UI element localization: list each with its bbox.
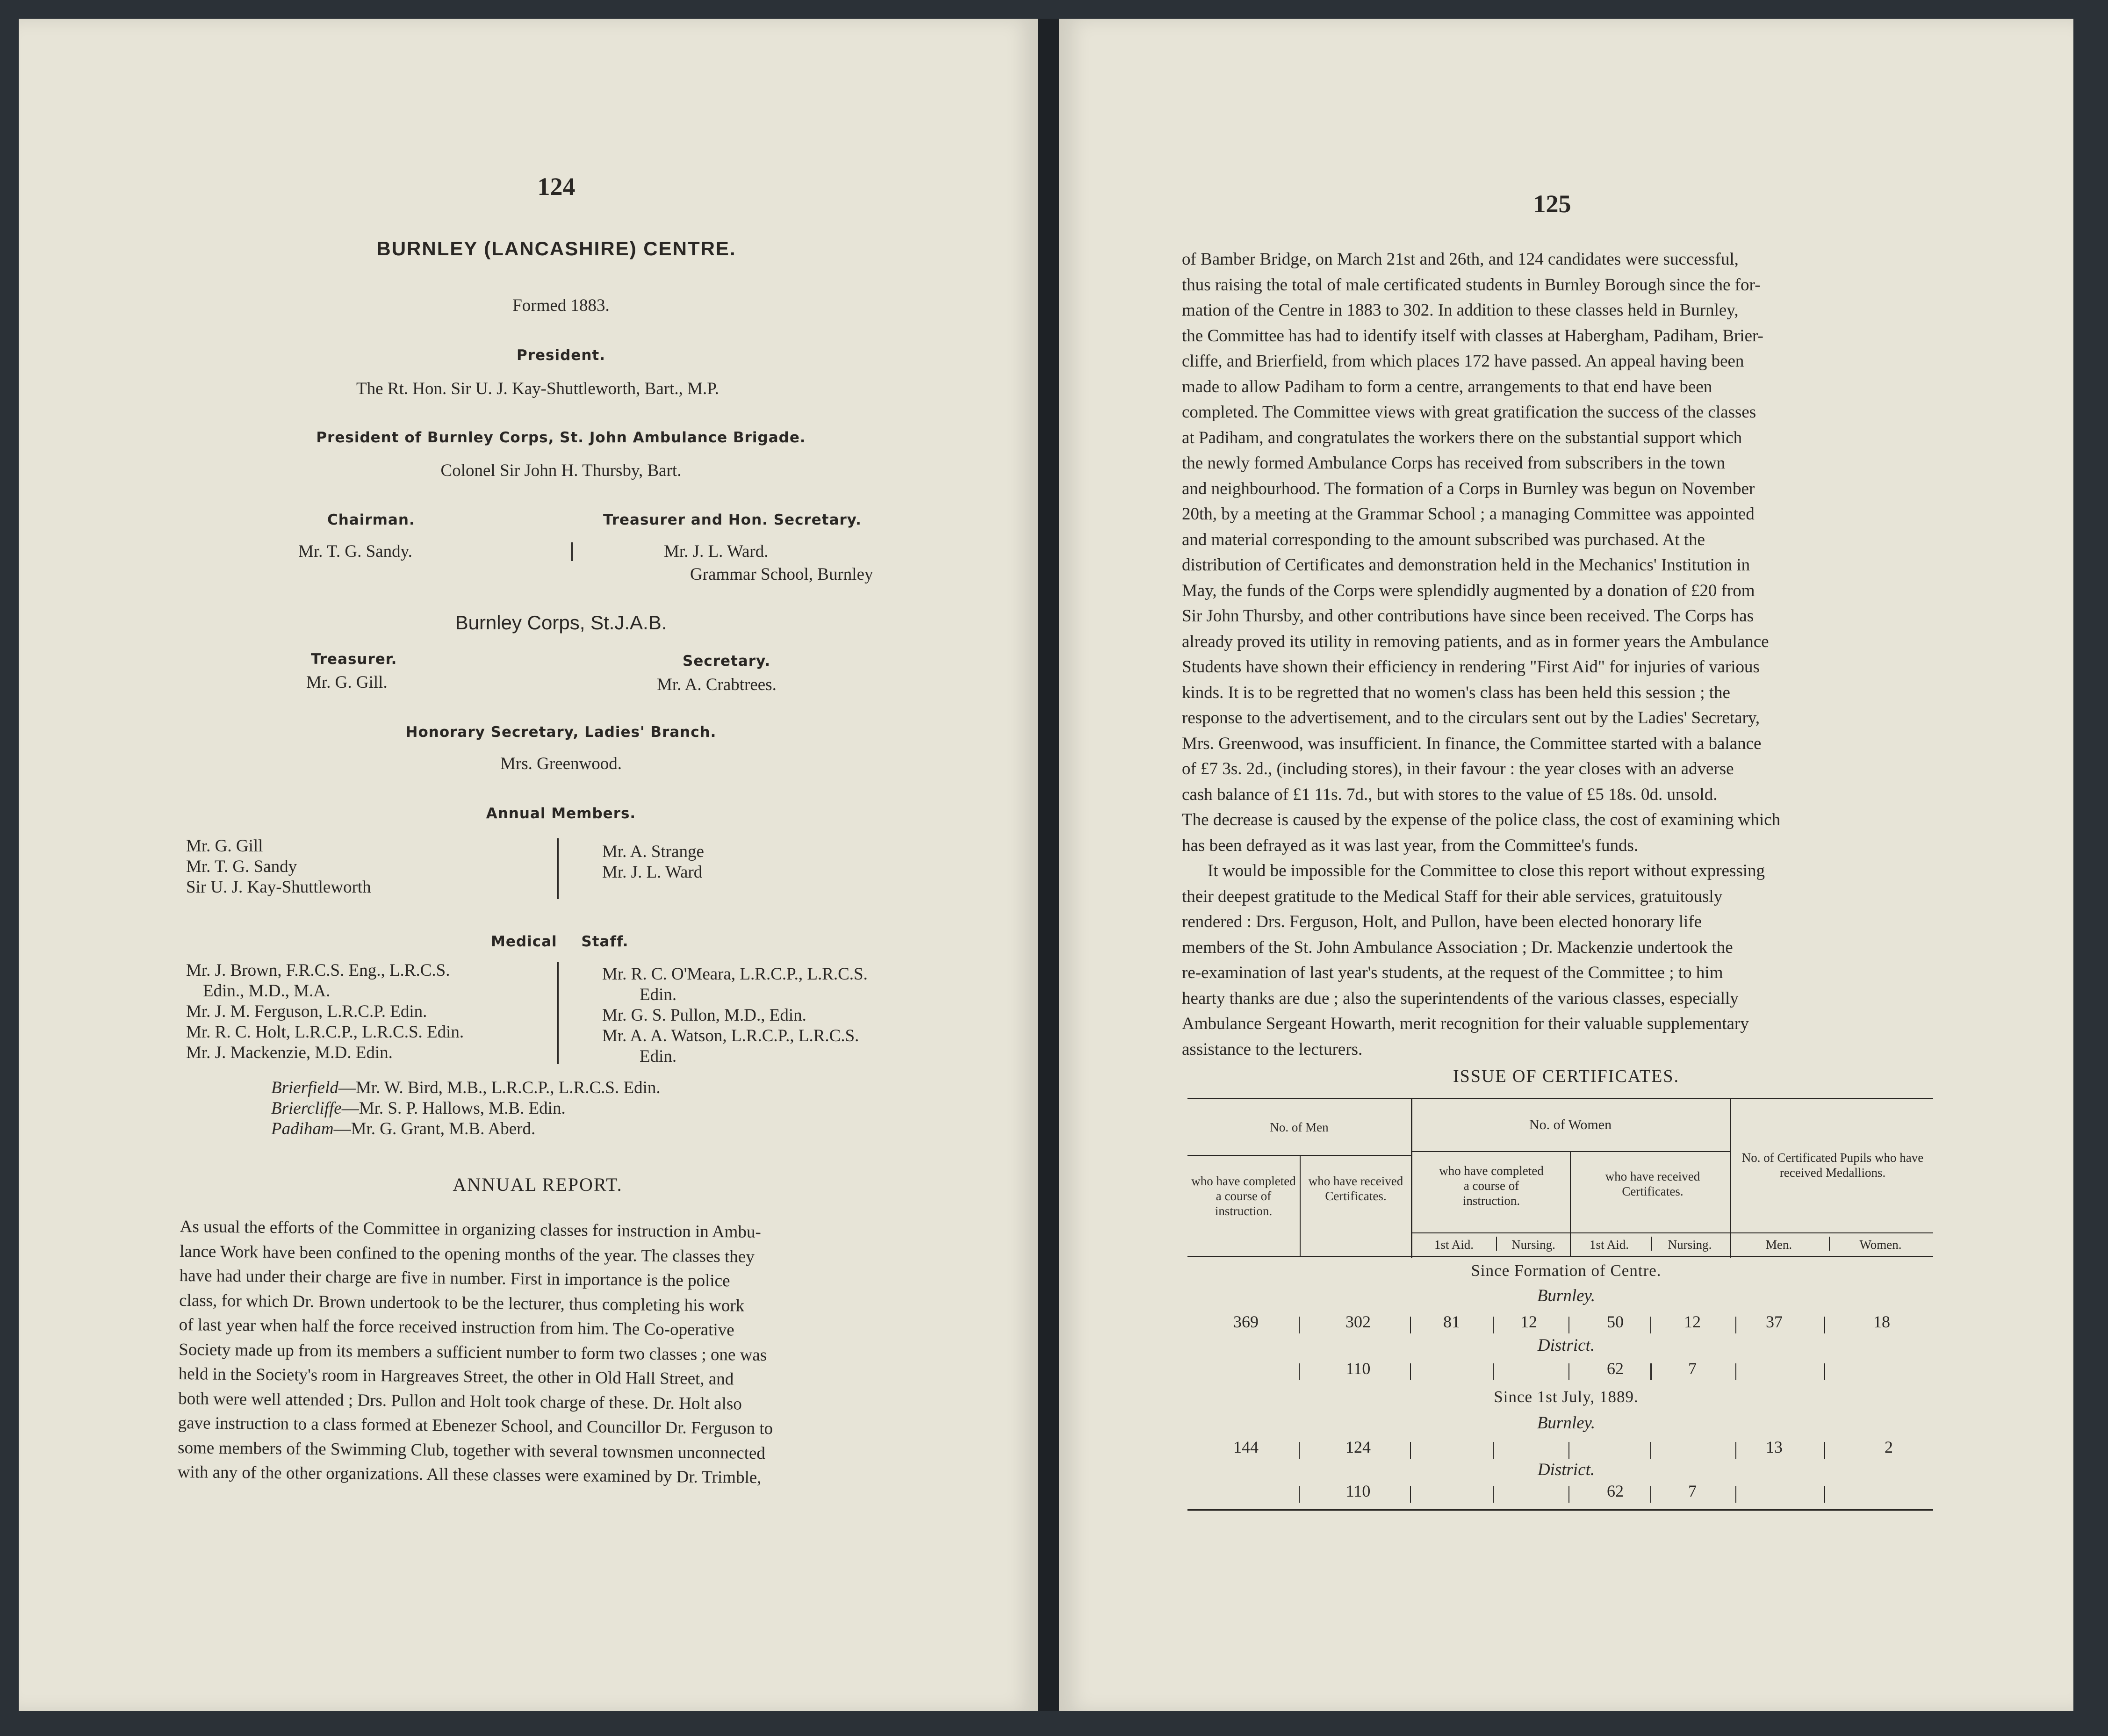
corps-secretary-name: Mr. A. Crabtrees. [657,675,777,694]
cell-divider [1568,1317,1569,1333]
table-cell: 12 [1520,1312,1537,1331]
annual-members-heading: Annual Members. [486,805,636,822]
book-gutter [1038,19,1059,1711]
text-line: some members of the Swimming Club, together with several townsmen unconnected [178,1438,766,1463]
annual-report-heading: ANNUAL REPORT. [453,1174,623,1195]
table-cell: 124 [1345,1438,1371,1456]
cell-divider [1824,1363,1825,1380]
treasurer-address: Grammar School, Burnley [690,565,873,584]
district-entry: Brierfield—Mr. W. Bird, M.B., L.R.C.P., L.R.C.S. Edin. [271,1078,661,1097]
table-cell: 7 [1688,1482,1697,1500]
cell-divider [1650,1363,1652,1380]
cell-divider [1650,1317,1651,1333]
cell-divider [1493,1317,1494,1333]
text-line: has been defrayed as it was last year, from the Committee's funds. [1182,836,1639,855]
subsection-burnley: Burnley. [1537,1413,1596,1433]
text-line: cliffe, and Brierfield, from which places 172 have passed. An appeal having been [1182,352,1744,371]
text-line: distribution of Certificates and demonstration held in the Mechanics' Institution in [1182,555,1750,575]
table-cell: 13 [1766,1438,1783,1456]
table-title: ISSUE OF CERTIFICATES. [1453,1066,1680,1086]
text-line: members of the St. John Ambulance Association ; Dr. Mackenzie undertook the [1182,937,1733,957]
text-line: gave instruction to a class formed at Ebenezer School, and Councillor Dr. Ferguson to [178,1413,773,1439]
list-item: Mr. R. C. O'Meara, L.R.C.P., L.R.C.S. [602,965,868,984]
list-item: Mr. G. S. Pullon, M.D., Edin. [602,1006,806,1025]
table-cell: 81 [1443,1312,1460,1331]
text-line: Society made up from its members a sufficient number to form two classes ; one was [179,1340,767,1365]
page-number-right: 125 [1533,190,1571,218]
text-line: at Padiham, and congratulates the workers there on the substantial support which [1182,428,1742,447]
annual-report-body [177,1215,928,1492]
cell-divider [1299,1317,1300,1333]
text-line: cash balance of £1 11s. 7d., but with stores to the value of £5 18s. 0d. unsold. [1182,785,1718,804]
table-cell: 369 [1233,1312,1259,1331]
treasurer-name: Mr. J. L. Ward. [664,542,769,561]
list-item: Mr. A. Strange [602,842,704,861]
text-line: with any of the other organizations. All these classes were examined by Dr. Trimble, [177,1462,762,1487]
table-cell: 144 [1233,1438,1259,1456]
cell-divider [1824,1317,1825,1333]
header-women: No. of Women [1529,1117,1612,1132]
list-item: Mr. G. Gill [186,836,263,856]
table-header-rule [1187,1256,1933,1257]
district-staff [271,1078,661,1139]
table-col-divider [1496,1237,1497,1251]
cell-divider [1493,1363,1494,1380]
corps-secretary-heading: Secretary. [683,653,771,670]
text-line: hearty thanks are due ; also the superintendents of the various classes, especially [1182,988,1739,1008]
medical-staff-heading: Medical Staff. [491,933,629,950]
section-since-july: Since 1st July, 1889. [1494,1388,1639,1406]
page-number-left: 124 [537,173,576,201]
annual-members-right [602,842,704,883]
header-men: No. of Men [1270,1120,1329,1134]
table-cell: 18 [1873,1312,1890,1331]
cell-divider [1568,1486,1569,1503]
text-line: re-examination of last year's students, at the request of the Committee ; to him [1182,963,1723,982]
text-line: May, the funds of the Corps were splendidly augmented by a donation of £20 from [1182,581,1755,600]
text-line: the newly formed Ambulance Corps has received from subscribers in the town [1182,454,1726,473]
text-line: 20th, by a meeting at the Grammar School ; a managing Committee was appointed [1182,504,1755,524]
header-med-women: Women. [1859,1238,1902,1252]
district-entry: Briercliffe—Mr. S. P. Hallows, M.B. Edin. [271,1099,566,1118]
table-rule [1730,1232,1933,1233]
table-col-divider [1829,1237,1830,1251]
table-top-rule [1187,1098,1933,1099]
text-line: Students have shown their efficiency in rendering "First Aid" for injuries of various [1182,657,1760,677]
cell-divider [1824,1486,1825,1503]
cell-divider [1735,1363,1736,1380]
text-line: and material corresponding to the amount subscribed was purchased. At the [1182,530,1705,549]
cell-divider [1568,1363,1569,1380]
cell-divider [1650,1442,1651,1459]
table-cell: 12 [1684,1312,1701,1331]
chairman-name: Mr. T. G. Sandy. [298,542,412,561]
header-nursing: Nursing. [1511,1238,1555,1252]
table-cell: 2 [1885,1438,1893,1456]
cell-divider [1735,1486,1736,1503]
list-item: Mr. J. M. Ferguson, L.R.C.P. Edin. [186,1002,427,1021]
table-cell: 62 [1607,1359,1624,1378]
header-med-men: Men. [1765,1238,1792,1252]
text-line: rendered : Drs. Ferguson, Holt, and Pullon, have been elected honorary life [1182,912,1702,931]
table-cell: 110 [1345,1482,1371,1500]
treasurer-heading: Treasurer and Hon. Secretary. [603,511,862,528]
text-line: and neighbourhood. The formation of a Corps in Burnley was begun on November [1182,479,1755,498]
table-cell: 302 [1345,1312,1371,1331]
header-first-aid: 1st Aid. [1434,1238,1474,1252]
text-line: of Bamber Bridge, on March 21st and 26th, and 124 candidates were successful, [1182,250,1739,269]
table-cell: 110 [1345,1359,1371,1378]
text-line: class, for which Dr. Brown undertook to be the lecturer, thus completing his work [179,1290,745,1316]
ladies-branch-name: Mrs. Greenwood. [500,754,622,773]
medical-staff-right [602,964,868,1067]
header-men-completed: who have completed a course of instruction. [1191,1174,1296,1218]
table-col-divider [1730,1099,1731,1258]
text-line: Sir John Thursby, and other contributions have since been received. The Corps has [1182,606,1754,626]
text-line: of £7 3s. 2d., (including stores), in their favour : the year closes with an adverse [1182,759,1734,778]
table-rule [1411,1232,1730,1233]
cell-divider [1735,1317,1736,1333]
header-first-aid: 1st Aid. [1589,1238,1629,1252]
list-item: Mr. J. L. Ward [602,863,703,882]
cell-divider [1735,1442,1736,1459]
section-since-formation: Since Formation of Centre. [1471,1261,1662,1280]
list-item: Edin. [640,1047,677,1066]
list-item: Mr. J. Brown, F.R.C.S. Eng., L.R.C.S. [186,961,450,980]
table-col-divider [1300,1156,1301,1256]
table-cell: 50 [1607,1312,1624,1331]
header-medallions: No. of Certificated Pupils who have received Medallions. [1741,1151,1924,1180]
list-item: Sir U. J. Kay-Shuttleworth [186,878,371,897]
table-cell: 62 [1607,1482,1624,1500]
column-divider [571,542,573,561]
table-rule [1187,1155,1411,1156]
text-line: The decrease is caused by the expense of the police class, the cost of examining which [1182,810,1781,829]
cell-divider [1410,1363,1411,1380]
text-line: response to the advertisement, and to the circulars sent out by the Ladies' Secretary, [1182,708,1760,728]
header-women-completed: who have completed a course of instruction. [1439,1164,1544,1208]
cell-divider [1299,1363,1300,1380]
text-line: held in the Society's room in Hargreaves Street, the other in Old Hall Street, and [178,1364,734,1389]
centre-title: BURNLEY (LANCASHIRE) CENTRE. [376,238,736,259]
text-line: their deepest gratitude to the Medical Staff for their able services, gratuitously [1182,886,1723,906]
corps-title: Burnley Corps, St.J.A.B. [455,612,667,634]
cell-divider [1493,1442,1494,1459]
list-item: Edin., M.D., M.A. [203,981,331,1001]
cell-divider [1650,1486,1651,1503]
header-women-received: who have received Certificates. [1605,1169,1700,1198]
cell-divider [1824,1442,1825,1459]
cell-divider [1410,1442,1411,1459]
text-line: Ambulance Sergeant Howarth, merit recognition for their valuable supplementary [1182,1014,1749,1033]
list-item: Mr. T. G. Sandy [186,857,297,876]
report-continuation [1182,247,1930,1062]
list-item: Edin. [640,985,677,1004]
text-line: It would be impossible for the Committee to close this report without expressing [1208,861,1765,880]
cell-divider [1410,1317,1411,1333]
corps-treasurer-heading: Treasurer. [311,651,397,668]
table-cell: 7 [1688,1359,1697,1378]
corps-president-name: Colonel Sir John H. Thursby, Bart. [440,461,682,480]
text-line: both were well attended ; Drs. Pullon and Holt took charge of these. Dr. Holt also [178,1389,742,1414]
table-col-divider [1651,1237,1652,1251]
cell-divider [1410,1486,1411,1503]
list-item: Mr. J. Mackenzie, M.D. Edin. [186,1043,393,1062]
text-line: completed. The Committee views with great gratification the success of the classes [1182,403,1756,422]
text-line: thus raising the total of male certificated students in Burnley Borough since the for- [1182,275,1761,295]
district-entry: Padiham—Mr. G. Grant, M.B. Aberd. [271,1119,536,1138]
annual-members-left [186,836,371,898]
list-item: Mr. A. A. Watson, L.R.C.P., L.R.C.S. [602,1026,859,1045]
text-line: already proved its utility in removing patients, and as in former years the Ambulance [1182,632,1769,651]
text-line: lance Work have been confined to the opening months of the year. The classes they [180,1241,755,1267]
text-line: of last year when half the force received instruction from him. The Co-operative [179,1315,734,1340]
president-heading: President. [517,347,605,364]
president-name: The Rt. Hon. Sir U. J. Kay-Shuttleworth, Bart., M.P. [356,379,719,398]
corps-president-heading: President of Burnley Corps, St. John Ambulance Brigade. [316,429,806,446]
text-line: the Committee has had to identify itself with classes at Habergham, Padiham, Brier- [1182,326,1763,346]
cell-divider [1299,1442,1300,1459]
subsection-district: District. [1537,1460,1595,1479]
text-line: assistance to the lecturers. [1182,1039,1363,1059]
ladies-branch-heading: Honorary Secretary, Ladies' Branch. [405,724,717,741]
chairman-heading: Chairman. [327,511,415,528]
medical-staff-left [186,960,464,1063]
text-line: Mrs. Greenwood, was insufficient. In finance, the Committee started with a balance [1182,734,1762,753]
table-bottom-rule [1187,1509,1933,1511]
text-line: As usual the efforts of the Committee in organizing classes for instruction in Ambu- [180,1217,761,1242]
text-line: kinds. It is to be regretted that no women's class has been held this session ; the [1182,683,1730,702]
cell-divider [1299,1486,1300,1503]
subsection-burnley: Burnley. [1537,1286,1596,1305]
column-divider [557,962,559,1064]
list-item: Mr. R. C. Holt, L.R.C.P., L.R.C.S. Edin. [186,1023,464,1042]
formed-date: Formed 1883. [512,296,610,315]
subsection-district: District. [1537,1336,1595,1355]
cell-divider [1568,1442,1569,1459]
text-line: mation of the Centre in 1883 to 302. In addition to these classes held in Burnley, [1182,301,1739,320]
corps-treasurer-name: Mr. G. Gill. [306,673,388,692]
header-men-received: who have received Certificates. [1308,1174,1403,1203]
cell-divider [1493,1486,1494,1503]
table-col-divider [1570,1152,1571,1256]
text-line: have had under their charge are five in number. First in importance is the police [179,1266,730,1291]
table-cell: 37 [1766,1312,1783,1331]
header-nursing: Nursing. [1668,1238,1712,1252]
column-divider [557,838,559,899]
text-line: made to allow Padiham to form a centre, arrangements to that end have been [1182,377,1712,396]
